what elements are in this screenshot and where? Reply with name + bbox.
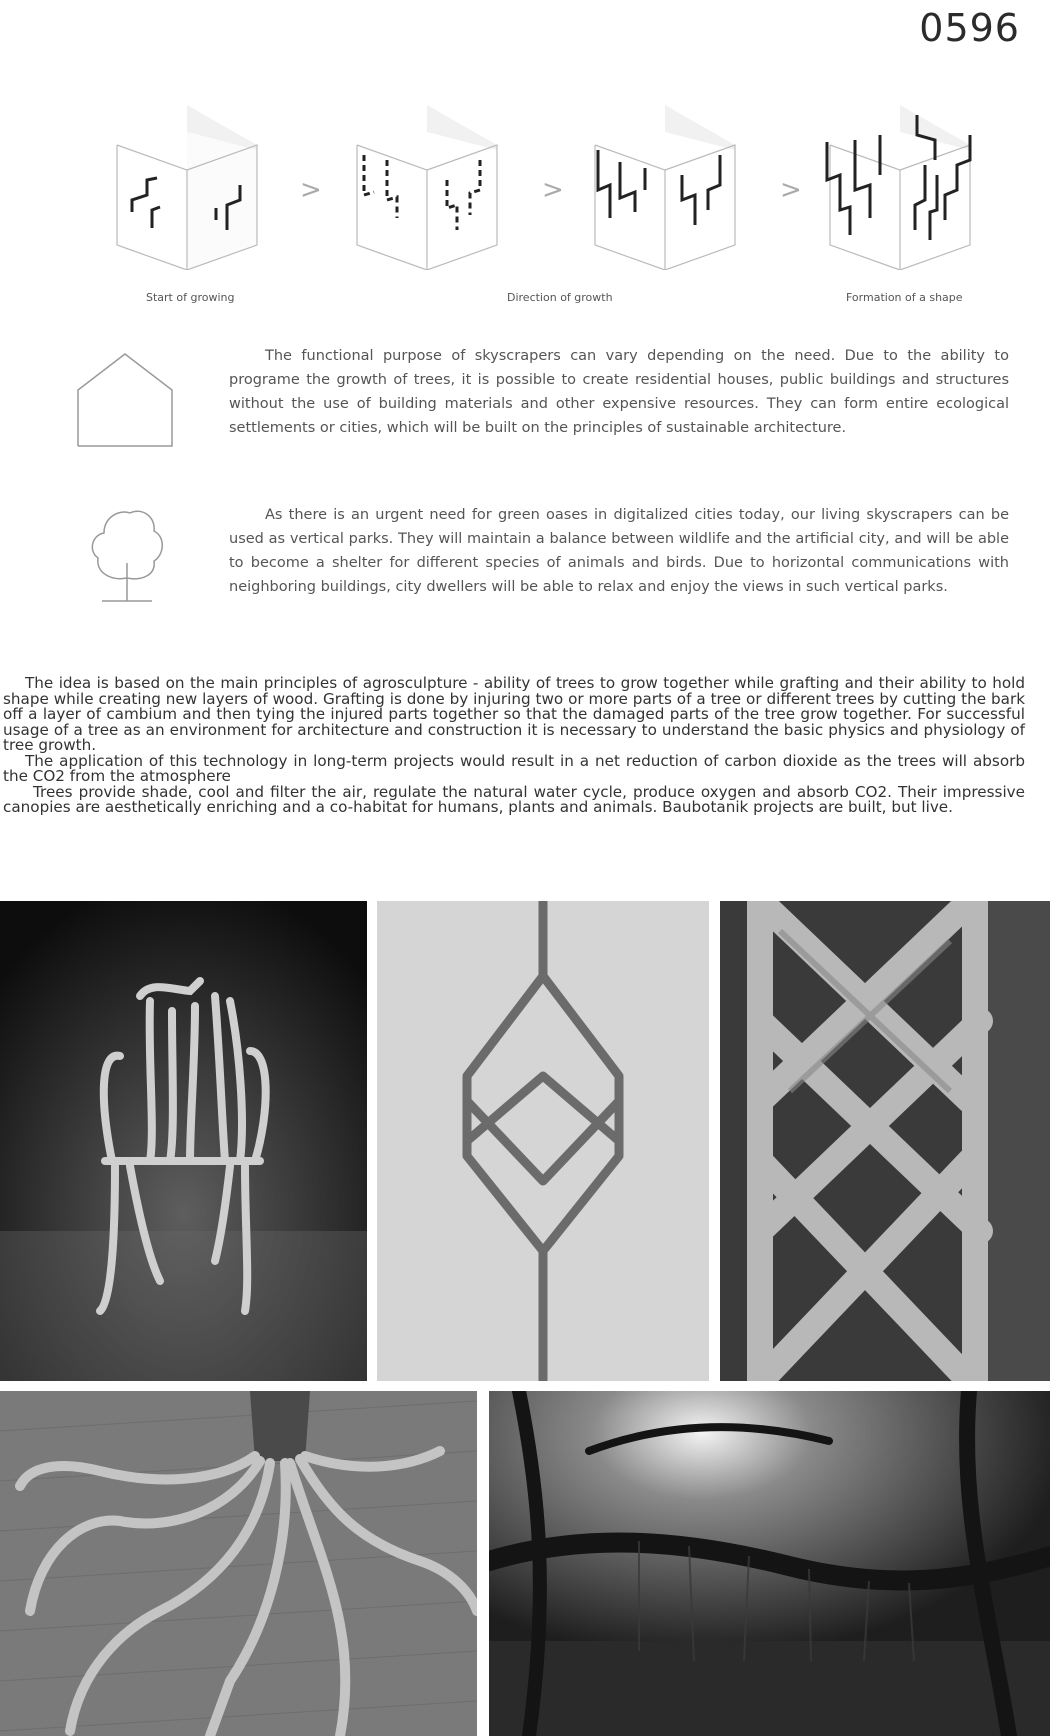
vertical-parks-paragraph: As there is an urgent need for green oases in digitalized cities today, our living skyscrapers can be used as vertical parks. They will maintain a balance between wildlife and the artificial city, and will be able to become a shelter for different species of animals and birds. Due to horizontal communications with neighboring buildings, city dwellers will be able to relax and enjoy the views in such vertical parks.	[229, 507, 1009, 595]
house-outline-icon	[76, 352, 174, 452]
grafted-diamond-branch-photo	[377, 901, 709, 1381]
stage-caption-formation: Formation of a shape	[846, 291, 963, 304]
body-paragraph-2: The application of this technology in long-term projects would result in a net reduction of carbon dioxide as the trees will absorb the CO2 from the atmosphere	[3, 751, 1025, 785]
living-root-bridge-forest-photo	[489, 1391, 1050, 1736]
sheet-number: 0596	[919, 6, 1020, 50]
cube-diagram-stage-2	[352, 100, 517, 270]
stage-arrow-2: >	[542, 175, 564, 205]
body-paragraph-3: Trees provide shade, cool and filter the air, regulate the natural water cycle, produce oxygen and absorb CO2. Their impressive canopies are aesthetically enriching and a co-habitat for humans, plants and animals. Baubotanik projects are built, but live.	[3, 782, 1025, 816]
body-paragraph-1: The idea is based on the main principles of agrosculpture - ability of trees to grow together while grafting and their ability to hold shape while creating new layers of wood. Grafting is done by injuring two or more parts of a tree or different trees by cutting the bark off a layer of cambium and then tying the injured parts together so that the damaged parts of the tree grow together. For successful usage of a tree as an environment for architecture and construction it is necessary to understand the basic physics and physiology of tree growth.	[3, 674, 1025, 754]
cube-diagram-stage-4	[825, 100, 990, 270]
agrosculpture-body-text	[3, 676, 1025, 816]
stage-arrow-1: >	[300, 175, 322, 205]
spreading-roots-pavement-photo	[0, 1391, 477, 1736]
cube-diagram-stage-1	[112, 100, 277, 270]
woven-lattice-trunk-photo	[720, 901, 1050, 1381]
stage-arrow-3: >	[780, 175, 802, 205]
cube-diagram-stage-3	[590, 100, 755, 270]
grown-tree-chair-photo	[0, 901, 367, 1381]
skyscraper-purpose-paragraph: The functional purpose of skyscrapers can vary depending on the need. Due to the ability to programe the growth of trees, it is possible to create residential houses, public buildings and structures without the use of building materials and other expensive resources. They can form entire ecological settlements or cities, which will be built on the principles of sustainable architecture.	[229, 348, 1009, 436]
stage-caption-direction: Direction of growth	[507, 291, 613, 304]
stage-caption-start: Start of growing	[146, 291, 235, 304]
tree-outline-icon	[86, 503, 168, 607]
